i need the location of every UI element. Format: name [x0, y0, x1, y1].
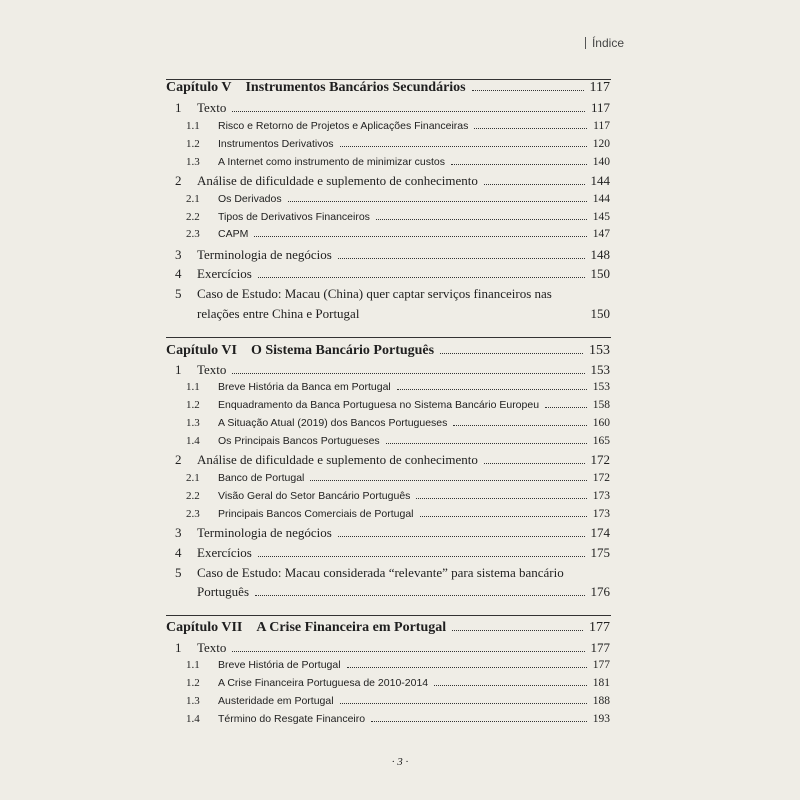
dot-leader: [347, 667, 587, 668]
chapter-title: O Sistema Bancário Português: [250, 343, 435, 358]
chapter-heading: [0, 80, 610, 96]
toc-entry: [0, 452, 610, 468]
entry-title: Texto: [197, 640, 227, 655]
entry-title: Terminologia de negócios: [197, 247, 332, 262]
entry-title: Breve História de Portugal: [218, 659, 341, 671]
page-number: 145: [592, 211, 610, 223]
dot-leader: [340, 703, 587, 704]
page-number: 148: [590, 247, 610, 262]
dot-leader: [371, 721, 587, 722]
entry-title: A Crise Financeira Portuguesa de 2010-2014: [218, 677, 429, 689]
page-number: 117: [593, 120, 610, 132]
dot-leader: [232, 651, 584, 652]
page-number: 117: [589, 80, 610, 95]
page-number: 165: [592, 435, 610, 447]
dot-leader: [255, 595, 585, 596]
toc-entry: [0, 211, 610, 224]
entry-title: Enquadramento da Banca Portuguesa no Sistema Bancário Europeu: [218, 399, 540, 411]
chapter-label: Capítulo V: [166, 80, 232, 95]
page-number: 153: [590, 362, 610, 377]
entry-number: 1.3: [186, 695, 200, 707]
toc-entry: [0, 659, 610, 672]
entry-number: 2.1: [186, 472, 200, 484]
entry-title: Caso de Estudo: Macau (China) quer captar serviços financeiros nas: [197, 286, 552, 301]
toc-entry: [0, 138, 610, 151]
toc-entry-continuation: [0, 306, 610, 322]
header-title: Índice: [591, 36, 624, 50]
toc-entry: [0, 695, 610, 708]
page-number: 172: [590, 452, 610, 467]
dot-leader: [232, 373, 584, 374]
toc-entry: [0, 100, 610, 116]
dot-leader: [338, 536, 585, 537]
entry-number: 1: [175, 100, 182, 115]
entry-title: Os Principais Bancos Portugueses: [218, 435, 380, 447]
page-number: 172: [592, 472, 610, 484]
toc-entry: [0, 266, 610, 282]
chapter-heading: [0, 620, 610, 636]
toc-entry: [0, 362, 610, 378]
entry-number: 1.4: [186, 713, 200, 725]
dot-leader: [484, 184, 585, 185]
entry-title: Caso de Estudo: Macau considerada “relevante” para sistema bancário: [197, 565, 564, 580]
entry-title: Austeridade em Portugal: [218, 695, 334, 707]
entry-number: 1.3: [186, 156, 200, 168]
page-number: 174: [590, 525, 610, 540]
toc-entry: [0, 228, 610, 241]
entry-number: 1.1: [186, 120, 200, 132]
entry-number: 2.2: [186, 490, 200, 502]
entry-title: Banco de Portugal: [218, 472, 305, 484]
page-number: 181: [592, 677, 610, 689]
page-number: 175: [590, 545, 610, 560]
entry-number: 2.3: [186, 228, 200, 240]
entry-title: Texto: [197, 362, 227, 377]
dot-leader: [416, 498, 586, 499]
page-number: 153: [592, 381, 610, 393]
dot-leader: [397, 389, 587, 390]
entry-number: 4: [175, 266, 182, 281]
page-number: 147: [592, 228, 610, 240]
entry-title: Instrumentos Derivativos: [218, 138, 334, 150]
toc-entry: [0, 713, 610, 726]
page-number: 177: [589, 620, 610, 635]
dot-leader: [340, 146, 587, 147]
entry-number: 2: [175, 452, 182, 467]
entry-number: 2.2: [186, 211, 200, 223]
dot-leader: [420, 516, 587, 517]
dot-leader: [545, 407, 587, 408]
toc-entry: [0, 435, 610, 448]
entry-number: 1.2: [186, 677, 200, 689]
toc-entry: [0, 545, 610, 561]
chapter-top-rule: [166, 615, 611, 616]
toc-entry-continuation: [0, 584, 610, 600]
page-number: 144: [592, 193, 610, 205]
dot-leader: [484, 463, 585, 464]
dot-leader: [310, 480, 586, 481]
page-number: 193: [592, 713, 610, 725]
entry-title: Análise de dificuldade e suplemento de conhecimento: [197, 452, 478, 467]
page-footer-number: · 3 ·: [391, 756, 409, 768]
dot-leader: [474, 128, 587, 129]
page-number: 173: [592, 490, 610, 502]
entry-title: Tipos de Derivativos Financeiros: [218, 211, 370, 223]
toc-entry: [0, 490, 610, 503]
entry-number: 1.2: [186, 399, 200, 411]
chapter-title: A Crise Financeira em Portugal: [256, 620, 447, 635]
dot-leader: [258, 277, 585, 278]
toc-entry: [0, 193, 610, 206]
page-number: 173: [592, 508, 610, 520]
page-number: 177: [592, 659, 610, 671]
page-number: 153: [589, 343, 610, 358]
page-number: 160: [592, 417, 610, 429]
entry-title: Texto: [197, 100, 227, 115]
toc-entry: [0, 156, 610, 169]
entry-number: 1.1: [186, 659, 200, 671]
toc-entry: [0, 472, 610, 485]
page-number: 176: [590, 584, 610, 599]
dot-leader: [434, 685, 587, 686]
entry-title-cont: Português: [197, 584, 249, 599]
toc-entry: [0, 417, 610, 430]
dot-leader: [451, 164, 587, 165]
page-number: 120: [592, 138, 610, 150]
entry-title: Exercícios: [197, 266, 252, 281]
page-number: 188: [592, 695, 610, 707]
running-header: [585, 36, 624, 50]
toc-entry: [0, 677, 610, 690]
entry-title: Análise de dificuldade e suplemento de conhecimento: [197, 173, 478, 188]
dot-leader: [440, 353, 583, 354]
page-number: 177: [590, 640, 610, 655]
entry-number: 1.1: [186, 381, 200, 393]
entry-title: A Situação Atual (2019) dos Bancos Portugueses: [218, 417, 448, 429]
entry-title: Risco e Retorno de Projetos e Aplicações Financeiras: [218, 120, 469, 132]
toc-entry: [0, 640, 610, 656]
toc-entry: [0, 173, 610, 189]
page-number: 158: [592, 399, 610, 411]
entry-number: 3: [175, 525, 182, 540]
page-number: 150: [590, 266, 610, 281]
dot-leader: [453, 425, 586, 426]
toc-entry: [0, 525, 610, 541]
entry-title-cont: relações entre China e Portugal: [197, 306, 360, 321]
page-number: 117: [590, 100, 610, 115]
chapter-title: Instrumentos Bancários Secundários: [245, 80, 466, 95]
entry-number: 1.2: [186, 138, 200, 150]
entry-number: 2: [175, 173, 182, 188]
dot-leader: [376, 219, 587, 220]
entry-title: A Internet como instrumento de minimizar custos: [218, 156, 446, 168]
toc-entry: [0, 381, 610, 394]
toc-entry: [0, 399, 610, 412]
dot-leader: [288, 201, 587, 202]
entry-title: Principais Bancos Comerciais de Portugal: [218, 508, 414, 520]
page-number: 140: [592, 156, 610, 168]
entry-number: 3: [175, 247, 182, 262]
entry-title: Terminologia de negócios: [197, 525, 332, 540]
entry-title: Término do Resgate Financeiro: [218, 713, 366, 725]
dot-leader: [338, 258, 585, 259]
page-number: 144: [590, 173, 610, 188]
entry-number: 1.4: [186, 435, 200, 447]
entry-title: Exercícios: [197, 545, 252, 560]
toc-entry: [0, 565, 610, 581]
entry-number: 5: [175, 565, 182, 580]
entry-number: 1: [175, 362, 182, 377]
entry-title: Visão Geral do Setor Bancário Português: [218, 490, 411, 502]
entry-number: 2.3: [186, 508, 200, 520]
entry-number: 5: [175, 286, 182, 301]
toc-entry: [0, 247, 610, 263]
entry-number: 1.3: [186, 417, 200, 429]
entry-title: Os Derivados: [218, 193, 282, 205]
toc-entry: [0, 286, 610, 302]
toc-entry: [0, 508, 610, 521]
entry-number: 1: [175, 640, 182, 655]
chapter-label: Capítulo VII: [166, 620, 243, 635]
dot-leader: [254, 236, 586, 237]
entry-title: CAPM: [218, 228, 249, 240]
dot-leader: [452, 630, 583, 631]
header-divider: [585, 37, 586, 49]
chapter-label: Capítulo VI: [166, 343, 237, 358]
dot-leader: [258, 556, 585, 557]
page-number: 150: [590, 306, 610, 321]
entry-number: 2.1: [186, 193, 200, 205]
toc-entry: [0, 120, 610, 133]
dot-leader: [472, 90, 584, 91]
chapter-heading: [0, 343, 610, 359]
dot-leader: [232, 111, 585, 112]
chapter-top-rule: [166, 337, 611, 338]
entry-number: 4: [175, 545, 182, 560]
dot-leader: [386, 443, 587, 444]
entry-title: Breve História da Banca em Portugal: [218, 381, 391, 393]
